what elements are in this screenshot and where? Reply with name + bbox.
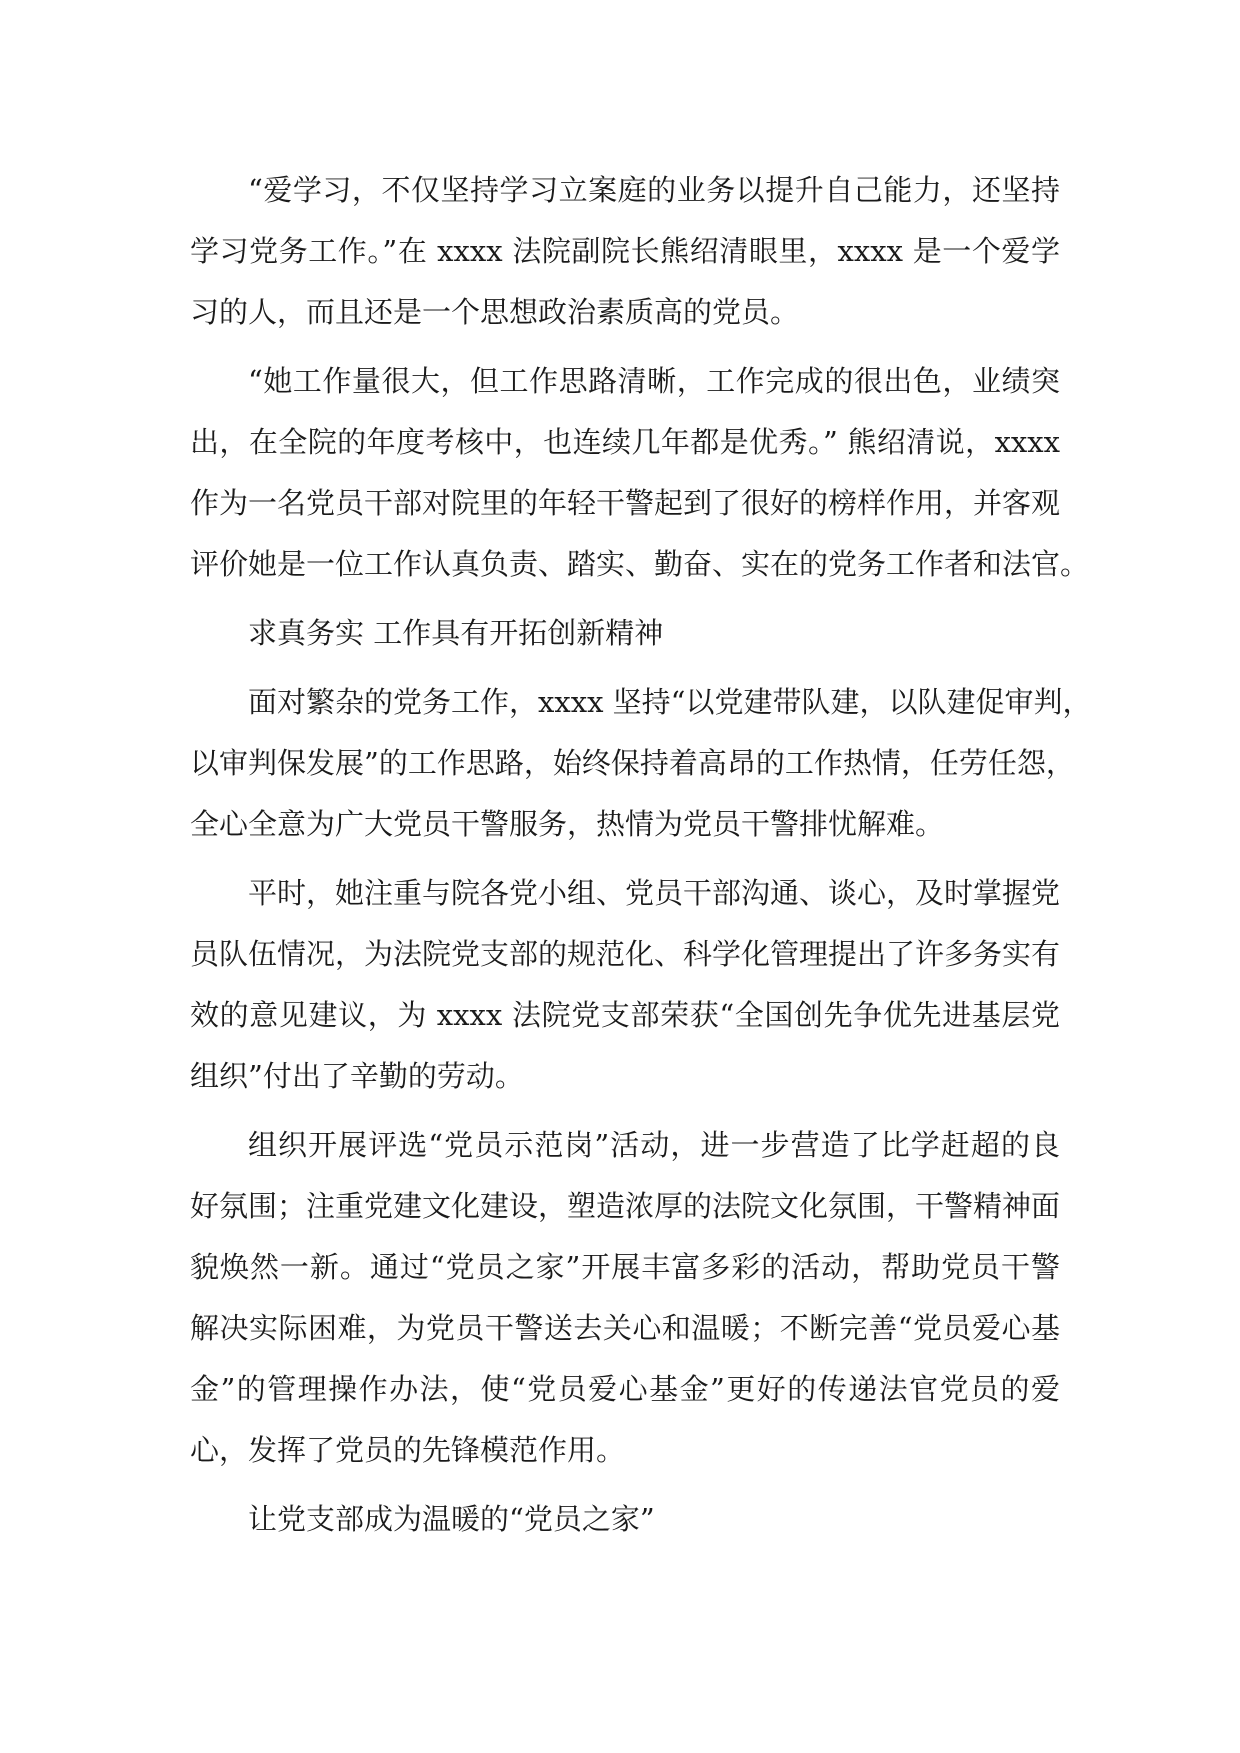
paragraph [190, 1115, 1060, 1481]
text-line: 面对繁杂的党务工作，xxxx 坚持“以党建带队建，以队建促审判， [248, 685, 1092, 719]
text-line: 效的意见建议，为 xxxx 法院党支部荣获“全国创先争优先进基层党 [190, 998, 1060, 1032]
section-heading [190, 1489, 1060, 1550]
text-line: “她工作量很大，但工作思路清晰，工作完成的很出色，业绩突 [248, 364, 1060, 398]
paragraph [190, 672, 1092, 855]
text-line: 求真务实 工作具有开拓创新精神 [248, 616, 664, 650]
text-line: 好氛围；注重党建文化建设，塑造浓厚的法院文化氛围，干警精神面 [190, 1189, 1061, 1223]
text-line: 貌焕然一新。通过“党员之家”开展丰富多彩的活动，帮助党员干警 [190, 1250, 1060, 1284]
text-line: “爱学习，不仅坚持学习立案庭的业务以提升自己能力，还坚持 [248, 173, 1060, 207]
text-line: 作为一名党员干部对院里的年轻干警起到了很好的榜样作用，并客观 [190, 486, 1061, 520]
text-line: 心，发挥了党员的先锋模范作用。 [190, 1433, 626, 1467]
text-line: 组织”付出了辛勤的劳动。 [190, 1059, 524, 1093]
text-line: 评价她是一位工作认真负责、踏实、勤奋、实在的党务工作者和法官。 [190, 547, 1090, 581]
text-line: 以审判保发展”的工作思路，始终保持着高昂的工作热情，任劳任怨， [190, 746, 1075, 780]
paragraph [190, 351, 1090, 595]
text-line: 解决实际困难，为党员干警送去关心和温暖；不断完善“党员爱心基 [190, 1311, 1060, 1345]
text-line: 组织开展评选“党员示范岗”活动，进一步营造了比学赶超的良 [248, 1128, 1060, 1162]
text-line: 平时，她注重与院各党小组、党员干部沟通、谈心，及时掌握党 [248, 876, 1061, 910]
text-line: 让党支部成为温暖的“党员之家” [248, 1502, 655, 1536]
section-heading [190, 603, 1060, 664]
paragraph [190, 160, 1060, 343]
document-body [190, 160, 1092, 1558]
paragraph [190, 863, 1060, 1107]
text-line: 全心全意为广大党员干警服务，热情为党员干警排忧解难。 [190, 807, 945, 841]
text-line: 学习党务工作。”在 xxxx 法院副院长熊绍清眼里，xxxx 是一个爱学 [190, 234, 1060, 268]
text-line: 金”的管理操作办法，使“党员爱心基金”更好的传递法官党员的爱 [190, 1372, 1060, 1406]
text-line: 员队伍情况，为法院党支部的规范化、科学化管理提出了许多务实有 [190, 937, 1061, 971]
text-line: 习的人，而且还是一个思想政治素质高的党员。 [190, 295, 800, 329]
text-line: 出，在全院的年度考核中，也连续几年都是优秀。” 熊绍清说，xxxx [190, 425, 1060, 459]
